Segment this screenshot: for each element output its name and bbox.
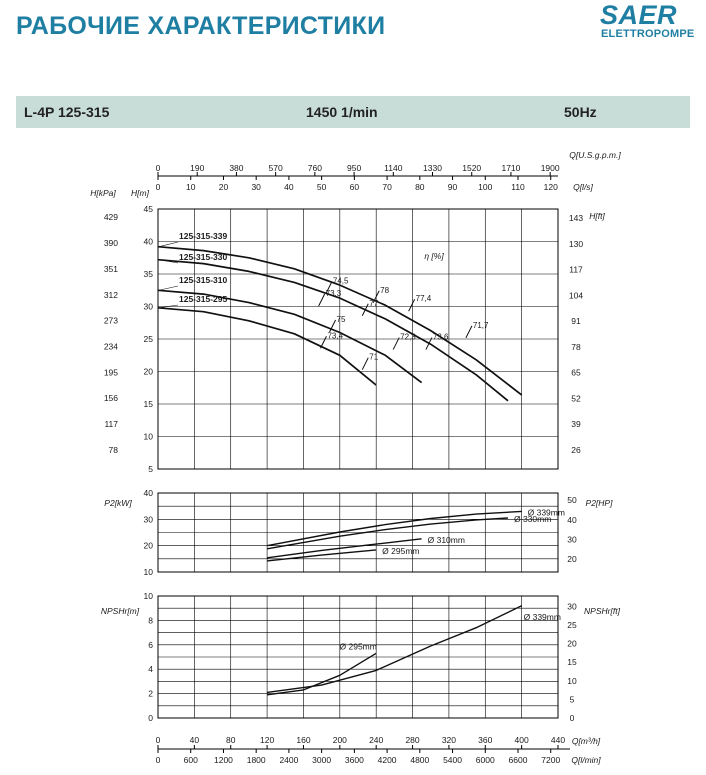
top-axis-ls-label: 30 xyxy=(251,182,261,192)
efficiency-mark-label: 71,7 xyxy=(472,320,489,330)
power-hp-tick-label: 30 xyxy=(567,534,577,545)
top-axis-ls-label: 100 xyxy=(478,182,493,192)
power-kw-axis-title: P2[kW] xyxy=(104,498,132,508)
head-ft-tick-label: 143 xyxy=(568,213,584,224)
power-kw-tick-label: 30 xyxy=(143,514,153,525)
bottom-axis-lmin-label: 1200 xyxy=(213,755,233,765)
head-ft-tick-label: 91 xyxy=(571,316,581,327)
top-axis-usgpm-label: 0 xyxy=(155,163,161,173)
efficiency-mark-label: 73,6 xyxy=(432,332,449,342)
power-hp-tick-label: 20 xyxy=(567,554,577,565)
efficiency-axis-label: η [%] xyxy=(424,251,444,261)
head-curve-label-leader xyxy=(159,242,178,247)
efficiency-mark xyxy=(362,304,368,316)
npsh-curve-label: Ø 295mm xyxy=(339,641,377,652)
head-m-tick-label: 30 xyxy=(143,301,153,312)
bottom-axis-m3h-label: 80 xyxy=(225,735,236,745)
power-hp-tick-label: 50 xyxy=(567,495,577,506)
head-ft-tick-label: 78 xyxy=(571,341,581,352)
top-axis-usgpm-label: 190 xyxy=(190,163,205,173)
head-ft-tick-label: 117 xyxy=(569,264,583,275)
efficiency-mark-label: 75 xyxy=(336,315,346,324)
power-curve-label: Ø 295mm xyxy=(382,545,420,556)
efficiency-mark-label: 77 xyxy=(369,298,379,308)
top-axis-usgpm-label: 1900 xyxy=(540,163,560,173)
power-curve-label: Ø 330mm xyxy=(514,514,552,525)
top-axis-usgpm-label: 1330 xyxy=(423,163,442,173)
head-m-tick-label: 35 xyxy=(143,269,153,279)
top-axis-usgpm-label: 1140 xyxy=(384,163,403,173)
head-kpa-tick-label: 351 xyxy=(103,263,118,274)
npsh-ft-tick-label: 30 xyxy=(567,601,577,612)
power-kw-tick-label: 10 xyxy=(143,567,153,577)
head-kpa-tick-label: 390 xyxy=(103,238,118,249)
head-kpa-tick-label: 273 xyxy=(103,315,118,326)
top-axis-usgpm-label: 380 xyxy=(229,163,244,173)
bottom-axis-m3h-title: Q[m³/h] xyxy=(571,736,601,746)
bottom-axis-m3h-label: 120 xyxy=(259,735,275,745)
top-axis-usgpm-label: 1710 xyxy=(501,163,521,173)
efficiency-mark xyxy=(319,294,325,306)
bottom-axis-m3h-label: 40 xyxy=(189,735,200,745)
bottom-axis-m3h-label: 200 xyxy=(332,735,347,745)
pump-model: L-4P 125-315 xyxy=(24,104,110,120)
head-ft-tick-label: 65 xyxy=(571,367,581,378)
top-axis-ls-label: 80 xyxy=(415,182,425,192)
top-axis-ls-label: 40 xyxy=(284,182,294,192)
brand-logo: SAER xyxy=(600,0,678,30)
bottom-axis-m3h-label: 280 xyxy=(405,735,420,745)
efficiency-mark xyxy=(409,299,415,311)
top-axis-usgpm-label: 950 xyxy=(346,163,362,173)
head-curve-label: 125-315-310 xyxy=(179,275,228,285)
top-axis-usgpm-label: 570 xyxy=(268,163,283,173)
bottom-axis-lmin-title: Q[l/min] xyxy=(571,755,601,765)
head-ft-tick-label: 104 xyxy=(568,290,584,301)
efficiency-mark xyxy=(466,326,472,338)
npsh-m-tick-label: 6 xyxy=(148,639,153,650)
head-kpa-tick-label: 429 xyxy=(103,212,118,223)
head-kpa-tick-label: 156 xyxy=(103,393,118,404)
head-m-tick-label: 45 xyxy=(143,204,153,214)
npsh-ft-tick-label: 15 xyxy=(567,657,577,668)
npsh-curve-Ø 295mm xyxy=(267,653,376,695)
npsh-ft-tick-label: 20 xyxy=(567,638,577,649)
npsh-m-axis-title: NPSHr[m] xyxy=(100,606,140,616)
head-curve-label-leader xyxy=(159,286,178,290)
efficiency-mark xyxy=(362,358,368,370)
npsh-ft-axis-title: NPSHr[ft] xyxy=(584,606,620,616)
bottom-axis-lmin-label: 5400 xyxy=(443,755,463,765)
npsh-ft-tick-label: 25 xyxy=(567,620,577,631)
efficiency-mark-label: 71 xyxy=(369,352,379,362)
efficiency-mark-label: 77,4 xyxy=(415,294,432,304)
head-m-tick-label: 25 xyxy=(143,334,153,344)
npsh-curve-Ø 339mm xyxy=(267,606,521,693)
power-kw-tick-label: 40 xyxy=(143,488,153,498)
top-axis-ls-label: 50 xyxy=(316,182,327,192)
top-axis-usgpm-label: 1520 xyxy=(462,163,482,173)
power-hp-axis-title: P2[HP] xyxy=(585,498,613,508)
bottom-axis-lmin-label: 4800 xyxy=(410,755,430,765)
head-m-tick-label: 40 xyxy=(143,236,153,247)
bottom-axis-m3h-label: 400 xyxy=(514,735,529,745)
power-curve-label: Ø 310mm xyxy=(427,534,465,545)
efficiency-mark xyxy=(320,336,326,348)
head-m-tick-label: 10 xyxy=(143,431,153,442)
bottom-axis-m3h-label: 440 xyxy=(550,735,566,745)
npsh-curve-label: Ø 339mm xyxy=(523,611,561,622)
npsh-ft-tick-label: 5 xyxy=(569,694,575,705)
npsh-m-tick-label: 4 xyxy=(148,664,153,675)
power-kw-tick-label: 20 xyxy=(143,540,153,551)
power-hp-tick-label: 40 xyxy=(567,514,577,525)
bottom-axis-lmin-label: 3000 xyxy=(312,755,332,765)
head-m-tick-label: 15 xyxy=(143,399,153,409)
head-curve-label: 125-315-339 xyxy=(179,231,228,241)
efficiency-mark xyxy=(393,338,399,350)
bottom-axis-lmin-label: 600 xyxy=(183,755,198,765)
bottom-axis-lmin-label: 3600 xyxy=(344,755,364,765)
pump-frequency: 50Hz xyxy=(564,104,597,120)
pump-speed: 1450 1/min xyxy=(306,104,378,120)
top-axis-usgpm-label: 760 xyxy=(307,163,322,173)
head-ft-tick-label: 130 xyxy=(568,238,584,249)
efficiency-mark-label: 74,5 xyxy=(332,276,349,286)
brand-subtitle: ELETTROPOMPE xyxy=(601,28,695,40)
efficiency-mark-label: 73,4 xyxy=(327,331,344,341)
bottom-axis-m3h-label: 240 xyxy=(369,735,384,745)
top-axis-ls-label: 90 xyxy=(447,182,458,192)
head-m-axis-title: H[m] xyxy=(131,188,149,198)
head-kpa-axis-title: H[kPa] xyxy=(90,188,116,198)
npsh-m-tick-label: 2 xyxy=(148,688,153,699)
efficiency-mark-label: 78 xyxy=(380,285,390,295)
top-axis-ls-label: 0 xyxy=(155,182,161,192)
bottom-axis-m3h-label: 160 xyxy=(296,735,311,745)
power-curve-label: Ø 339mm xyxy=(527,507,565,518)
efficiency-mark-label: 73,3 xyxy=(325,289,342,298)
head-kpa-tick-label: 117 xyxy=(104,418,118,429)
head-kpa-tick-label: 195 xyxy=(103,367,118,378)
head-ft-tick-label: 39 xyxy=(571,419,581,430)
bottom-axis-lmin-label: 7200 xyxy=(541,755,561,765)
efficiency-mark-label: 72,3 xyxy=(400,332,416,342)
bottom-axis-lmin-label: 0 xyxy=(155,755,161,765)
head-curve-label: 125-315-295 xyxy=(179,294,228,304)
npsh-ft-tick-label: 10 xyxy=(567,675,577,686)
head-kpa-tick-label: 78 xyxy=(108,444,118,455)
npsh-m-tick-label: 10 xyxy=(143,591,153,601)
npsh-m-tick-label: 0 xyxy=(148,713,153,723)
bottom-axis-m3h-label: 0 xyxy=(155,735,161,745)
bottom-axis-m3h-label: 360 xyxy=(478,735,493,745)
bottom-axis-lmin-label: 4200 xyxy=(377,755,397,765)
top-axis-ls-label: 10 xyxy=(185,182,196,192)
bottom-axis-lmin-label: 6000 xyxy=(475,755,495,765)
top-axis-ls-label: 110 xyxy=(511,182,525,192)
head-m-tick-label: 20 xyxy=(143,366,153,377)
top-axis-ls-title: Q[l/s] xyxy=(573,182,593,192)
top-axis-usgpm-title: Q[U.S.g.p.m.] xyxy=(569,150,621,160)
npsh-ft-tick-label: 0 xyxy=(569,713,575,723)
head-curve-label: 125-315-330 xyxy=(179,252,228,262)
bottom-axis-lmin-label: 2400 xyxy=(279,755,299,765)
top-axis-ls-label: 60 xyxy=(349,182,360,192)
bottom-axis-m3h-label: 320 xyxy=(441,735,457,745)
top-axis-ls-label: 20 xyxy=(218,182,229,192)
head-m-tick-label: 5 xyxy=(148,464,153,474)
head-ft-tick-label: 26 xyxy=(571,444,581,455)
bottom-axis-lmin-label: 1800 xyxy=(246,755,266,765)
top-axis-ls-label: 120 xyxy=(543,182,558,192)
head-kpa-tick-label: 234 xyxy=(103,341,118,352)
head-ft-tick-label: 52 xyxy=(571,393,581,404)
bottom-axis-lmin-label: 6600 xyxy=(508,755,528,765)
top-axis-ls-label: 70 xyxy=(382,182,392,192)
head-kpa-tick-label: 312 xyxy=(103,289,118,300)
page-title: РАБОЧИЕ ХАРАКТЕРИСТИКИ xyxy=(16,12,386,40)
npsh-m-tick-label: 8 xyxy=(148,615,153,626)
head-ft-axis-title: H[ft] xyxy=(589,211,605,221)
